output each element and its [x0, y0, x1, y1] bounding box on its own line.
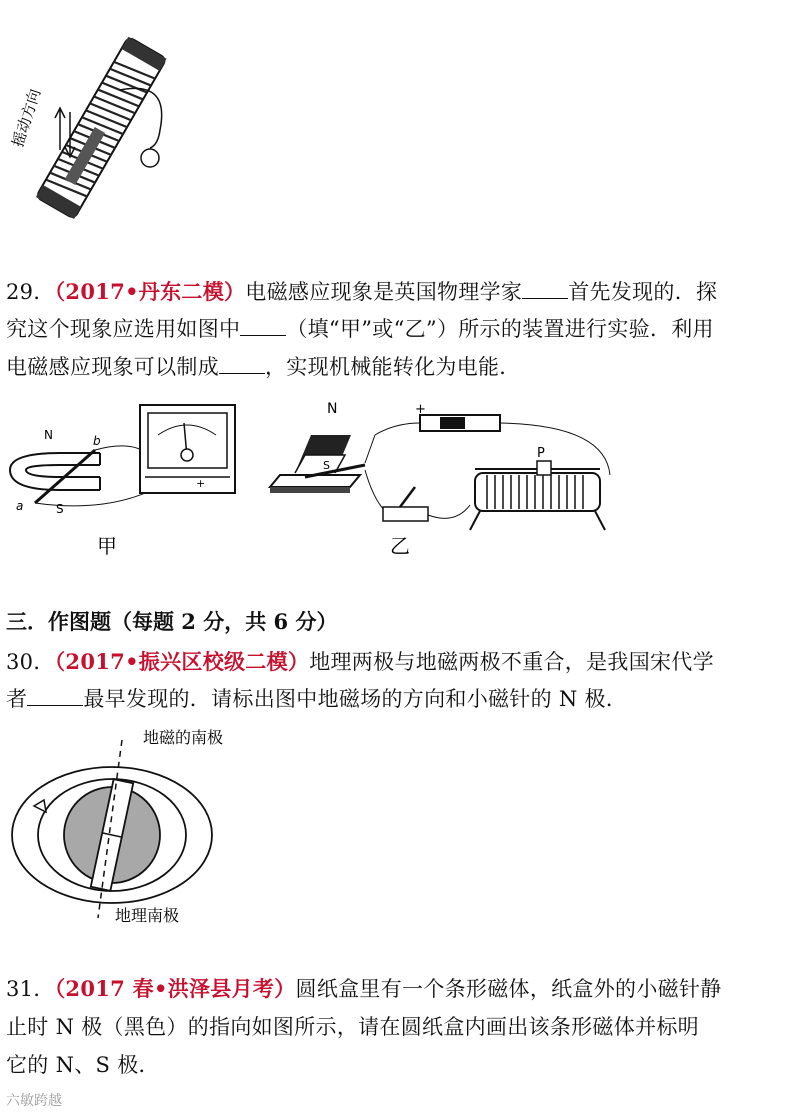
q29-line-3 [6, 350, 521, 384]
label-yi-N: N [327, 401, 338, 417]
caption-jia: 甲 [97, 534, 117, 558]
q29-text: ，实现机械能转化为电能． [265, 355, 521, 379]
q30-text: 地理两极与地磁两极不重合，是我国宋代学 [309, 650, 714, 674]
q29-text: 电磁感应现象可以制成 [6, 355, 219, 379]
figure-yi [265, 395, 635, 565]
label-geographic-south: 地理南极 [115, 906, 180, 925]
q31-line-1 [6, 972, 722, 1006]
q30-line-1 [6, 645, 714, 679]
label-b: b [93, 434, 101, 448]
label-battery-plus: + [415, 402, 426, 417]
q31-text: 圆纸盒里有一个条形磁体，纸盒外的小磁针静 [295, 977, 722, 1001]
caption-yi: 乙 [390, 534, 410, 558]
q29-line-2 [6, 312, 714, 346]
q30-text: 者 [6, 687, 28, 711]
q29-text: 电磁感应现象是英国物理学家 [245, 280, 523, 304]
q29-number: 29． [6, 280, 55, 304]
q31-source: （2017 春•洪泽县月考） [54, 976, 296, 1001]
geomagnetic-field-figure [0, 718, 270, 933]
label-N: N [44, 428, 53, 442]
answer-blank-device[interactable] [219, 355, 265, 374]
answer-blank-scientist[interactable] [522, 280, 568, 299]
q29-text: 究这个现象应选用如图中 [6, 317, 241, 341]
q31-line-3 [6, 1048, 160, 1082]
q30-text: 最早发现的．请标出图中地磁场的方向和小磁针的 N 极． [83, 687, 628, 711]
q31-text: 止时 N 极（黑色）的指向如图所示，请在圆纸盒内画出该条形磁体并标明 [6, 1015, 699, 1039]
shaking-direction-label: 摇动方向 [8, 86, 45, 150]
answer-blank-apparatus[interactable] [240, 317, 286, 336]
label-geomagnetic-south: 地磁的南极 [143, 728, 224, 747]
section-3-title: 三．作图题（每题 2 分，共 6 分） [6, 609, 338, 634]
label-P: P [537, 446, 545, 461]
label-S: S [56, 502, 64, 516]
watermark: 六敏跨越 [6, 1093, 62, 1109]
q30-number: 30． [6, 650, 55, 674]
q29-text: （填“甲”或“乙”）所示的装置进行实验．利用 [286, 317, 714, 341]
figure-jia [0, 395, 250, 565]
answer-blank-scholar[interactable] [27, 687, 83, 706]
shaking-coil-figure [0, 20, 200, 220]
label-yi-S: S [323, 459, 330, 472]
q31-line-2 [6, 1010, 699, 1044]
label-a: a [16, 499, 24, 513]
label-plus: + [196, 477, 206, 490]
q31-text: 它的 N、S 极． [6, 1053, 160, 1077]
q29-text: 首先发现的．探 [568, 280, 718, 304]
q31-number: 31． [6, 977, 55, 1001]
q29-source: （2017•丹东二模） [54, 279, 246, 304]
q30-line-2 [6, 682, 627, 716]
q29-line-1 [6, 275, 717, 309]
q30-source: （2017•振兴区校级二模） [54, 649, 310, 674]
